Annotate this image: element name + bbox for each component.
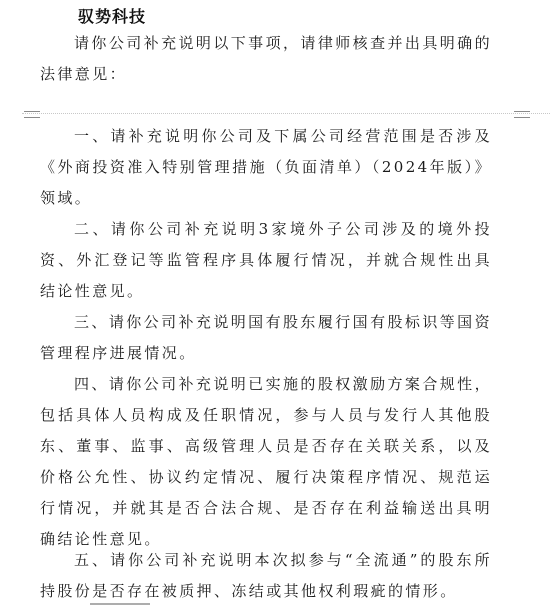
item-paragraph-5: 五、请你公司补充说明本次拟参与“全流通”的股东所持股份是否存在被质押、冻结或其他权利瑕疵的情形。 (40, 551, 492, 600)
intro-paragraph: 请你公司补充说明以下事项，请律师核查并出具明确的法律意见： (40, 34, 492, 83)
page-break-line (22, 113, 550, 115)
cut-off-text-fragment (90, 603, 150, 609)
item-paragraph-3: 三、请你公司补充说明国有股东履行国有股标识等国资管理程序进展情况。 (40, 313, 492, 362)
item-paragraph-1: 一、请补充说明你公司及下属公司经营范围是否涉及《外商投资准入特别管理措施（负面清单）（2024年版）》领域。 (40, 127, 492, 207)
page-corner-mark-right (514, 111, 530, 118)
item-paragraph-2: 二、请你公司补充说明3家境外子公司涉及的境外投资、外汇登记等监管程序具体履行情况，并就合规性出具结论性意见。 (40, 220, 492, 300)
item-paragraph-4: 四、请你公司补充说明已实施的股权激励方案合规性，包括具体人员构成及任职情况，参与人员与发行人其他股东、董事、监事、高级管理人员是否存在关联关系，以及价格公允性、协议约定情况、履行决策程序情况、规范运行情况，并就其是否合法合规、是否存在利益输送出具明确结论性意见。 (40, 375, 492, 548)
document-title: 驭势科技 (78, 7, 147, 26)
